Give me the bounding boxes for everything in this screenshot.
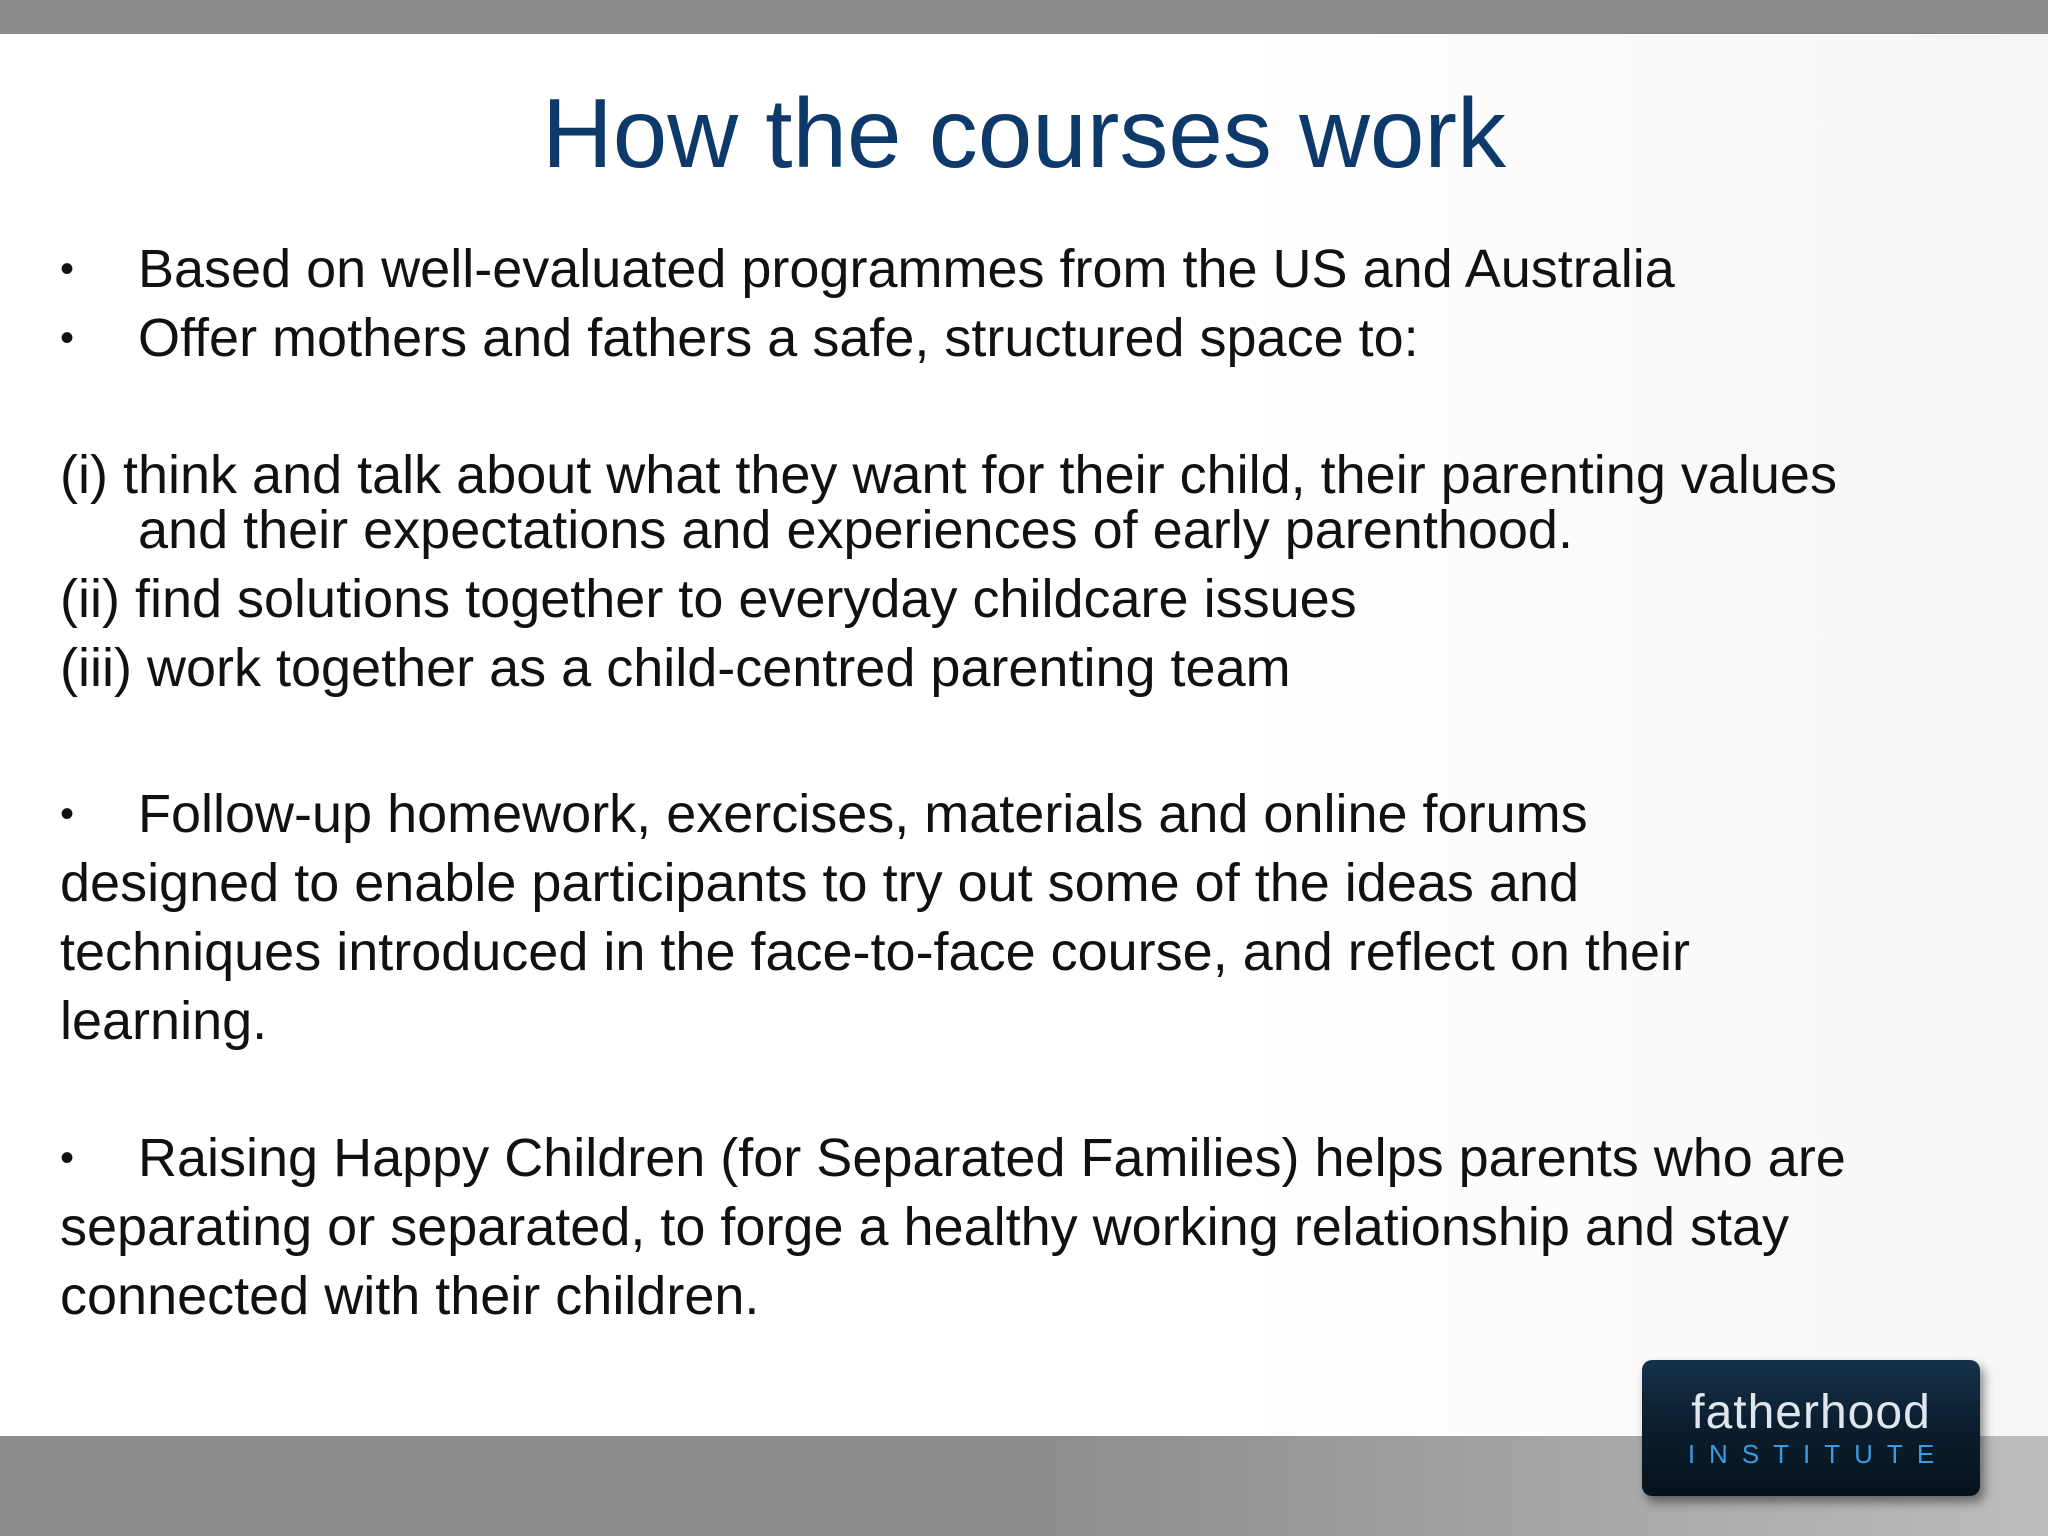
bullet-text-offer: Offer mothers and fathers a safe, structured space to: [138,308,1419,368]
bullet-text-programmes: Based on well-evaluated programmes from the US and Australia [138,239,1675,299]
bullet-icon: • [60,247,75,291]
followup-line1: Follow-up homework, exercises, materials and online forums [138,784,1588,844]
item-i-line2: and their expectations and experiences of early parenthood. [138,500,1573,560]
raising-line1: Raising Happy Children (for Separated Families) helps parents who are [138,1128,1846,1188]
logo-subtitle: INSTITUTE [1687,1439,1949,1469]
followup-line2: designed to enable participants to try out some of the ideas and [60,853,1579,913]
bullet-icon: • [60,316,75,360]
followup-line4: learning. [60,991,268,1051]
slide-title: How the courses work [541,78,1507,188]
logo-wordmark: fatherhood [1691,1386,1931,1439]
item-i-line1: (i) think and talk about what they want for their child, their parenting values [60,445,1837,505]
raising-line3: connected with their children. [60,1266,760,1326]
bullet-icon: • [60,792,75,836]
item-ii: (ii) find solutions together to everyday childcare issues [60,569,1357,629]
item-iii: (iii) work together as a child-centred parenting team [60,638,1291,698]
raising-line2: separating or separated, to forge a healthy working relationship and stay [60,1197,1790,1257]
top-bar [0,0,2048,34]
bullet-icon: • [60,1136,75,1180]
followup-line3: techniques introduced in the face-to-face course, and reflect on their [60,922,1690,982]
fatherhood-institute-logo [1642,1360,1980,1496]
